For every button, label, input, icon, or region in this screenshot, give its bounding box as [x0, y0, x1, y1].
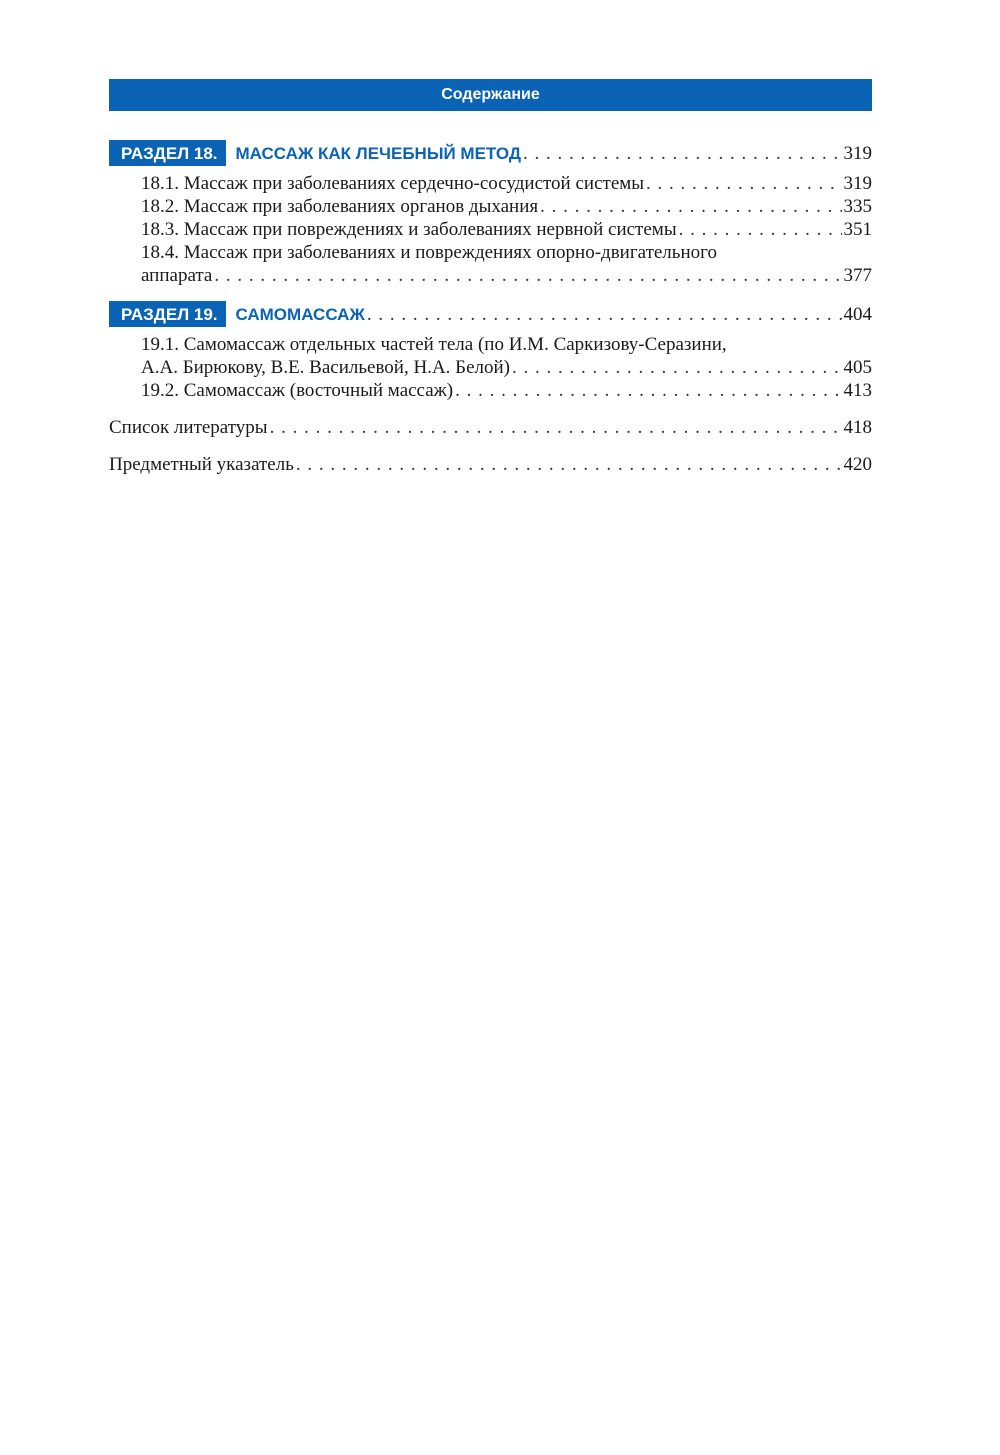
page-number: 420 — [843, 454, 872, 475]
entry-text: 18.2. Массаж при заболеваниях органов дыхания — [141, 196, 539, 217]
dot-leader — [214, 264, 841, 287]
dot-leader — [523, 142, 842, 165]
toc-entry-18-1[interactable] — [109, 172, 872, 195]
section-title: МАССАЖ КАК ЛЕЧЕБНЫЙ МЕТОД — [235, 143, 521, 163]
table-of-contents — [109, 140, 872, 476]
page-number: 319 — [843, 173, 872, 194]
dot-leader — [296, 453, 842, 476]
entry-text: 18.1. Массаж при заболеваниях сердечно-сосудистой системы — [141, 173, 645, 194]
entry-text-line2: А.А. Бирюкову, В.Е. Васильевой, Н.А. Белой) — [141, 357, 510, 378]
entry-text: 18.3. Массаж при повреждениях и заболеваниях нервной системы — [141, 219, 677, 240]
page-number: 319 — [843, 142, 872, 164]
section-heading-19[interactable] — [109, 301, 872, 327]
section-badge: РАЗДЕЛ 18. — [109, 140, 226, 166]
toc-entry-bibliography[interactable] — [109, 416, 872, 439]
dot-leader — [455, 379, 841, 402]
page-number: 405 — [843, 357, 872, 378]
entry-text-line1: 18.4. Массаж при заболеваниях и повреждениях опорно-двигательного — [141, 242, 717, 263]
toc-entry-19-2[interactable] — [109, 379, 872, 402]
section-heading-18[interactable] — [109, 140, 872, 166]
toc-entry-subject-index[interactable] — [109, 453, 872, 476]
toc-entry-18-4[interactable] — [109, 241, 872, 287]
dot-leader — [679, 218, 842, 241]
entry-text-line1: 19.1. Самомассаж отдельных частей тела (по И.М. Саркизову-Серазини, — [141, 334, 727, 355]
dot-leader — [512, 356, 842, 379]
page-number: 351 — [843, 219, 872, 240]
page-number: 413 — [843, 380, 872, 401]
entry-text: Список литературы — [109, 417, 268, 438]
toc-entry-19-1[interactable] — [109, 333, 872, 379]
section-title: САМОМАССАЖ — [235, 304, 365, 324]
dot-leader — [270, 416, 842, 439]
page-number: 377 — [843, 265, 872, 286]
page-number: 404 — [843, 303, 872, 325]
dot-leader — [540, 195, 841, 218]
dot-leader — [367, 303, 842, 326]
dot-leader — [646, 172, 841, 195]
toc-entry-18-2[interactable] — [109, 195, 872, 218]
toc-entry-18-3[interactable] — [109, 218, 872, 241]
page-title: Содержание — [441, 86, 540, 103]
header-band — [109, 79, 872, 111]
section-badge: РАЗДЕЛ 19. — [109, 301, 226, 327]
page-number: 418 — [843, 417, 872, 438]
entry-text: Предметный указатель — [109, 454, 294, 475]
entry-text-line2: аппарата — [141, 265, 213, 286]
page-number: 335 — [843, 196, 872, 217]
entry-text: 19.2. Самомассаж (восточный массаж) — [141, 380, 454, 401]
